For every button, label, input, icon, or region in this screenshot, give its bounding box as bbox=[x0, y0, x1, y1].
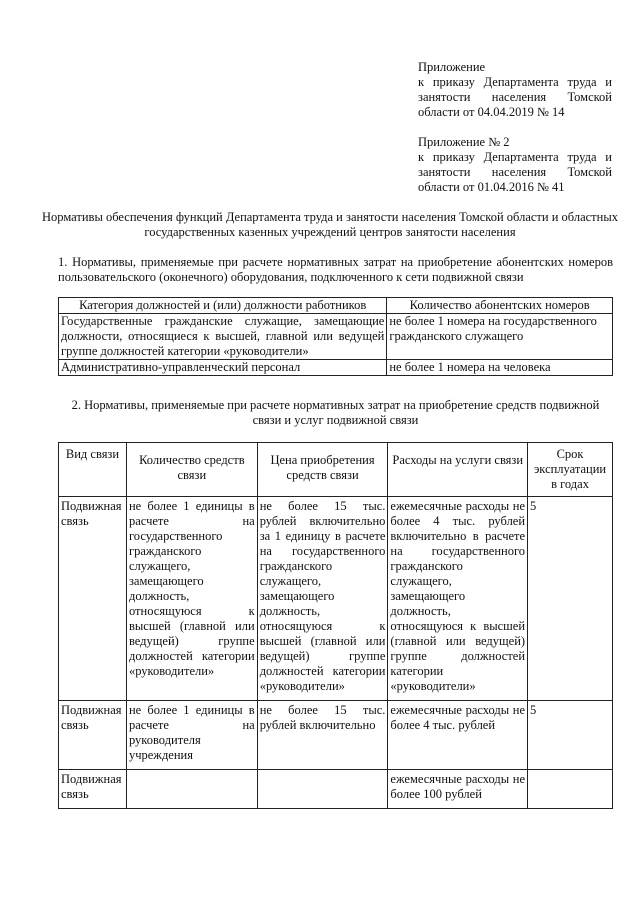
column-header: Количество абонентских номеров bbox=[387, 298, 613, 314]
table-cell: Подвижная связь bbox=[59, 497, 127, 701]
subscriber-numbers-table bbox=[58, 297, 613, 376]
appendix-1-title: Приложение bbox=[418, 60, 486, 74]
column-header: Вид связи bbox=[59, 443, 127, 497]
section-1-heading: 1. Нормативы, применяемые при расчете нормативных затрат на приобретение абонентских номеров пользовательского (оконечного) оборудования, подключенного к сети подвижной связи bbox=[58, 255, 613, 284]
section-2-heading: 2. Нормативы, применяемые при расчете нормативных затрат на приобретение средств подвижной связи и услуг подвижной связи bbox=[71, 398, 600, 427]
table-cell: не более 1 номера на государственного гражданского служащего bbox=[387, 314, 613, 360]
table-cell bbox=[126, 770, 257, 809]
column-header: Срок эксплуатации в годах bbox=[528, 443, 613, 497]
table-cell: не более 15 тыс. рублей включительно bbox=[257, 701, 388, 770]
document-title: Нормативы обеспечения функций Департамента труда и занятости населения Томской области и областных государственных казенных учреждений центров занятости населения bbox=[42, 210, 618, 239]
appendix-1-header bbox=[418, 60, 612, 120]
table-cell: не более 15 тыс. рублей включительно за 1 единицу в расчете на государственного гражданского служащего, замещающего должность, относящуюся к высшей (главной или ведущей) группе должностей категории «руководители» bbox=[257, 497, 388, 701]
table-cell: Подвижная связь bbox=[59, 701, 127, 770]
table-cell: ежемесячные расходы не более 100 рублей bbox=[388, 770, 528, 809]
table-header-row bbox=[59, 298, 613, 314]
table-cell: ежемесячные расходы не более 4 тыс. рублей bbox=[388, 701, 528, 770]
mobile-communication-table bbox=[58, 442, 613, 809]
appendix-2-order-reference: к приказу Департамента труда и занятости населения Томской области от 01.04.2016 № 41 bbox=[418, 150, 612, 194]
table-cell: Административно-управленческий персонал bbox=[59, 360, 387, 376]
table-row bbox=[59, 497, 613, 701]
column-header: Категория должностей и (или) должности работников bbox=[59, 298, 387, 314]
table-row bbox=[59, 314, 613, 360]
table-cell: не более 1 единицы в расчете на руководителя учреждения bbox=[126, 701, 257, 770]
table-row bbox=[59, 701, 613, 770]
table-cell: ежемесячные расходы не более 4 тыс. рублей включительно в расчете на государственного гражданского служащего, замещающего должность, относящуюся к высшей (главной или ведущей) группе должностей категории «руководители» bbox=[388, 497, 528, 701]
column-header: Количество средств связи bbox=[126, 443, 257, 497]
table-cell: 5 bbox=[528, 701, 613, 770]
table-cell bbox=[528, 770, 613, 809]
table-row bbox=[59, 360, 613, 376]
appendix-2-title: Приложение № 2 bbox=[418, 135, 510, 149]
appendix-2-header bbox=[418, 135, 612, 195]
table-row bbox=[59, 770, 613, 809]
table-cell: не более 1 единицы в расчете на государственного гражданского служащего, замещающего должность, относящуюся к высшей (главной или ведущей) группе должностей категории «руководители» bbox=[126, 497, 257, 701]
column-header: Цена приобретения средств связи bbox=[257, 443, 388, 497]
table-cell: Государственные гражданские служащие, замещающие должности, относящиеся к высшей, главной или ведущей группе должностей категории «руководители» bbox=[59, 314, 387, 360]
appendix-1-order-reference: к приказу Департамента труда и занятости населения Томской области от 04.04.2019 № 14 bbox=[418, 75, 612, 119]
table-cell: 5 bbox=[528, 497, 613, 701]
table-cell: Подвижная связь bbox=[59, 770, 127, 809]
table-cell bbox=[257, 770, 388, 809]
table-cell: не более 1 номера на человека bbox=[387, 360, 613, 376]
table-header-row bbox=[59, 443, 613, 497]
column-header: Расходы на услуги связи bbox=[388, 443, 528, 497]
